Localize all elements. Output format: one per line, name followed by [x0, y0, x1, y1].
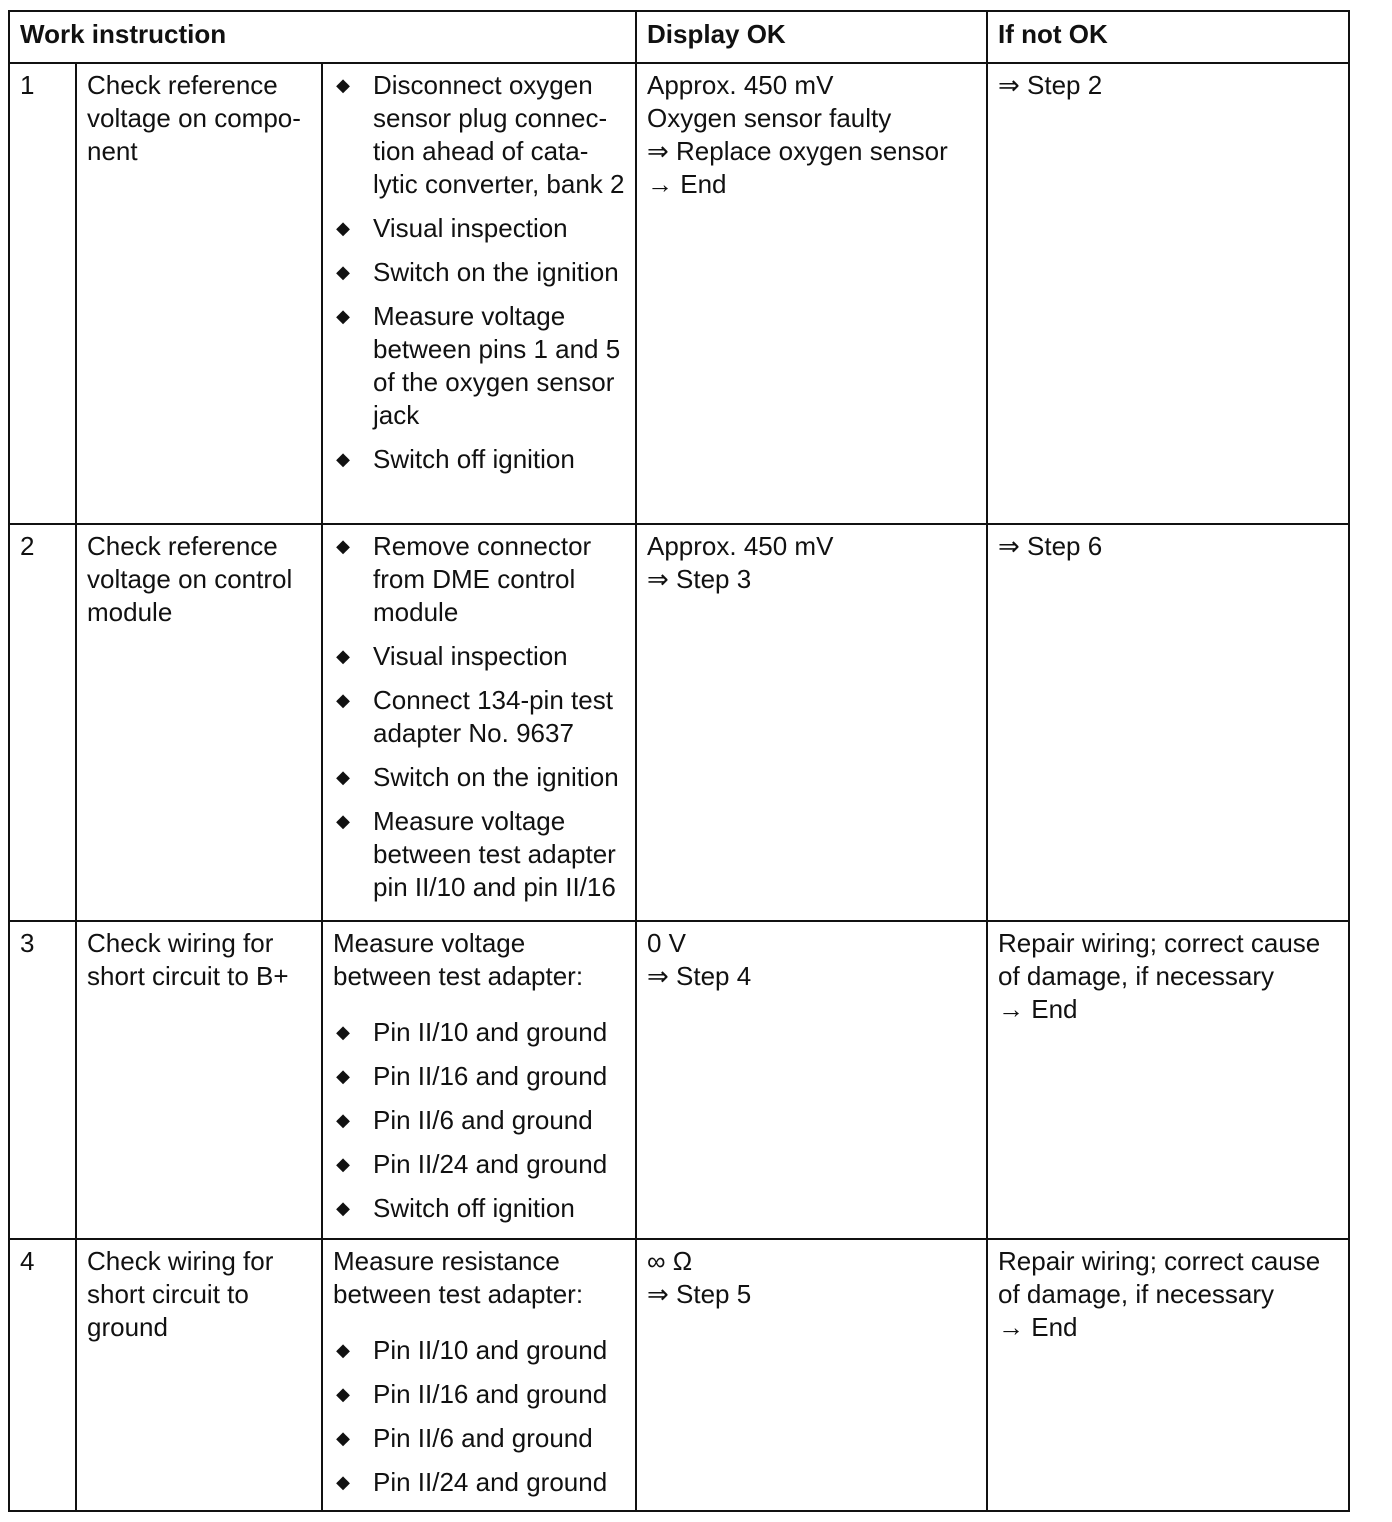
header-display-ok: Display OK — [636, 11, 987, 63]
step-number: 4 — [9, 1239, 76, 1511]
display-ok-cell: ∞ Ω ⇒ Step 5 — [636, 1239, 987, 1511]
list-item: ◆ Switch off ignition — [333, 443, 625, 476]
diamond-bullet-icon: ◆ — [336, 75, 350, 96]
table-row — [9, 524, 1349, 921]
list-item: ◆ Switch off ignition — [333, 1192, 625, 1225]
step-number: 1 — [9, 63, 76, 524]
header-if-not-ok: If not OK — [987, 11, 1349, 63]
diamond-bullet-icon: ◆ — [336, 1198, 350, 1219]
table-header-row — [9, 11, 1349, 63]
instruction-intro: Measure resistance between test adapter: — [333, 1246, 584, 1309]
step-task: Check wiring for short circuit to ground — [76, 1239, 322, 1511]
step-number: 2 — [9, 524, 76, 921]
list-item: ◆ Remove connector from DME control module — [333, 530, 625, 629]
list-item: ◆ Switch on the ignition — [333, 761, 625, 794]
list-item: ◆ Pin II/10 and ground — [333, 1334, 625, 1367]
list-item: ◆ Pin II/16 and ground — [333, 1378, 625, 1411]
if-not-ok-cell: Repair wiring; correct cause of damage, if necessary → End — [987, 1239, 1349, 1511]
work-instruction-table — [8, 10, 1350, 1512]
diamond-bullet-icon: ◆ — [336, 536, 350, 557]
step-task: Check reference voltage on control module — [76, 524, 322, 921]
table-row — [9, 63, 1349, 524]
list-item: ◆ Pin II/24 and ground — [333, 1466, 625, 1499]
list-item: ◆ Visual inspection — [333, 212, 625, 245]
diamond-bullet-icon: ◆ — [336, 767, 350, 788]
list-item: ◆ Pin II/6 and ground — [333, 1422, 625, 1455]
diamond-bullet-icon: ◆ — [336, 1022, 350, 1043]
diamond-bullet-icon: ◆ — [336, 1154, 350, 1175]
step-task: Check reference voltage on compo-nent — [76, 63, 322, 524]
if-not-ok-cell: ⇒ Step 6 — [987, 524, 1349, 921]
list-item: ◆ Disconnect oxygen sensor plug connec-tion ahead of cata-lytic converter, bank 2 — [333, 69, 625, 201]
step-instructions — [322, 1239, 636, 1511]
diamond-bullet-icon: ◆ — [336, 811, 350, 832]
step-task: Check wiring for short circuit to B+ — [76, 921, 322, 1239]
diamond-bullet-icon: ◆ — [336, 449, 350, 470]
if-not-ok-cell: Repair wiring; correct cause of damage, if necessary → End — [987, 921, 1349, 1239]
list-item: ◆ Measure voltage between test adapter pin II/10 and pin II/16 — [333, 805, 625, 904]
list-item: ◆ Measure voltage between pins 1 and 5 of the oxygen sensor jack — [333, 300, 625, 432]
diamond-bullet-icon: ◆ — [336, 218, 350, 239]
list-item: ◆ Pin II/6 and ground — [333, 1104, 625, 1137]
diamond-bullet-icon: ◆ — [336, 306, 350, 327]
list-item: ◆ Pin II/10 and ground — [333, 1016, 625, 1049]
step-number: 3 — [9, 921, 76, 1239]
table-row — [9, 1239, 1349, 1511]
header-work-instruction: Work instruction — [9, 11, 636, 63]
display-ok-cell: Approx. 450 mV ⇒ Step 3 — [636, 524, 987, 921]
list-item: ◆ Pin II/24 and ground — [333, 1148, 625, 1181]
diamond-bullet-icon: ◆ — [336, 262, 350, 283]
diamond-bullet-icon: ◆ — [336, 1472, 350, 1493]
step-instructions — [322, 63, 636, 524]
list-item: ◆ Pin II/16 and ground — [333, 1060, 625, 1093]
step-instructions — [322, 921, 636, 1239]
step-instructions — [322, 524, 636, 921]
display-ok-cell: Approx. 450 mV Oxygen sensor faulty ⇒ Replace oxygen sensor → End — [636, 63, 987, 524]
list-item: ◆ Visual inspection — [333, 640, 625, 673]
instruction-intro: Measure voltage between test adapter: — [333, 928, 584, 991]
list-item: ◆ Connect 134-pin test adapter No. 9637 — [333, 684, 625, 750]
diamond-bullet-icon: ◆ — [336, 1066, 350, 1087]
diamond-bullet-icon: ◆ — [336, 1384, 350, 1405]
diamond-bullet-icon: ◆ — [336, 646, 350, 667]
if-not-ok-cell: ⇒ Step 2 — [987, 63, 1349, 524]
list-item: ◆ Switch on the ignition — [333, 256, 625, 289]
display-ok-cell: 0 V ⇒ Step 4 — [636, 921, 987, 1239]
diamond-bullet-icon: ◆ — [336, 1428, 350, 1449]
diamond-bullet-icon: ◆ — [336, 1340, 350, 1361]
table-row — [9, 921, 1349, 1239]
diamond-bullet-icon: ◆ — [336, 690, 350, 711]
diamond-bullet-icon: ◆ — [336, 1110, 350, 1131]
